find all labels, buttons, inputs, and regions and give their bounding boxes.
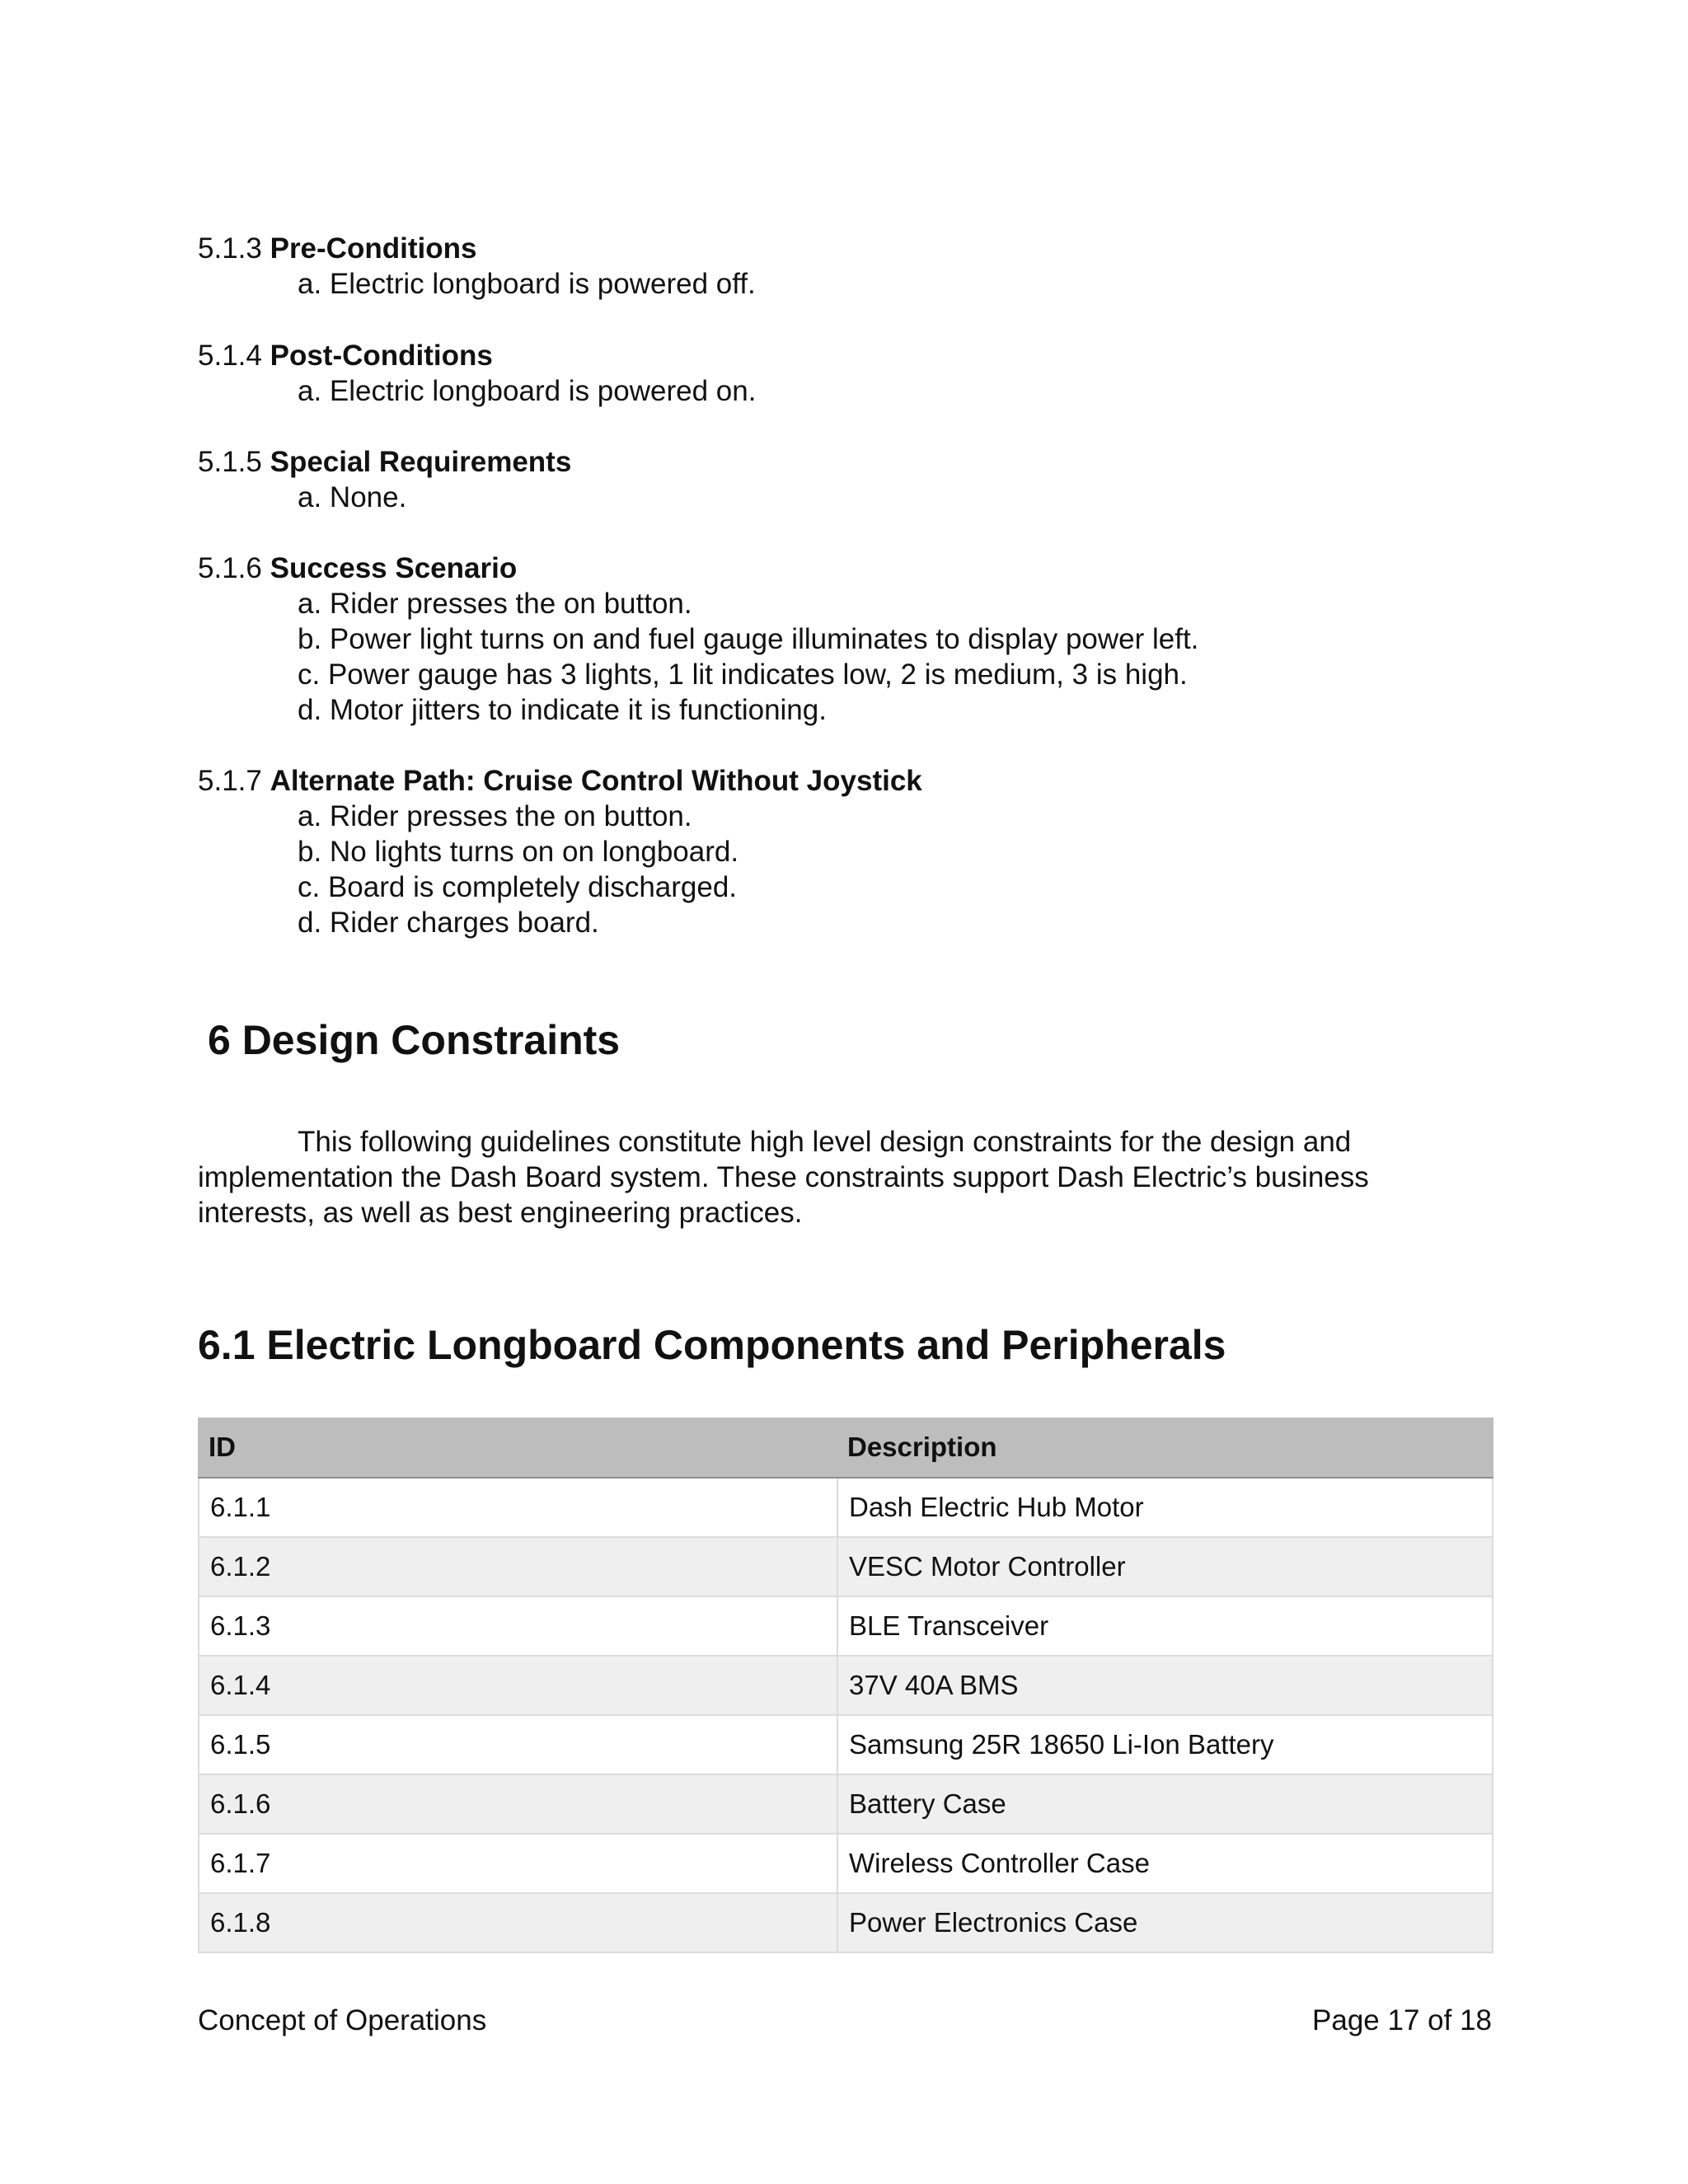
section-title: Success Scenario [270, 552, 518, 584]
design-constraints-paragraph [198, 1124, 1492, 1230]
table-row [198, 1835, 1493, 1894]
cell-description: Wireless Controller Case [837, 1835, 1493, 1892]
cell-description: Battery Case [837, 1775, 1493, 1833]
cell-description: 37V 40A BMS [837, 1657, 1493, 1714]
section-heading [198, 551, 1492, 586]
cell-id: 6.1.3 [198, 1597, 837, 1655]
table-row [198, 1538, 1493, 1597]
list-item: a. Rider presses the on button. [298, 800, 692, 832]
section-title: Pre-Conditions [270, 232, 477, 265]
list-item: b. No lights turns on on longboard. [298, 836, 739, 868]
cell-description: Power Electronics Case [837, 1894, 1493, 1952]
design-constraints-heading: 6 Design Constraints [208, 1017, 621, 1063]
cell-id: 6.1.4 [198, 1657, 837, 1714]
section-heading [198, 231, 1492, 266]
section-heading [198, 763, 1492, 799]
cell-id: 6.1.1 [198, 1479, 837, 1536]
column-header-id: ID [209, 1432, 236, 1462]
list-item: a. Electric longboard is powered on. [298, 375, 757, 407]
cell-description: VESC Motor Controller [837, 1538, 1493, 1596]
footer-page-number: Page 17 of 18 [1312, 2004, 1492, 2036]
section-heading [198, 444, 1492, 480]
section-number: 5.1.7 [198, 765, 262, 797]
cell-id: 6.1.2 [198, 1538, 837, 1596]
section-number: 5.1.3 [198, 232, 262, 265]
table-row [198, 1657, 1493, 1716]
section-heading [198, 338, 1492, 373]
table-row [198, 1775, 1493, 1835]
paragraph-line: This following guidelines constitute high level design constraints for the design and [298, 1126, 1352, 1158]
table-row [198, 1479, 1493, 1538]
cell-id: 6.1.6 [198, 1775, 837, 1833]
footer-document-title: Concept of Operations [198, 2004, 487, 2036]
section-number: 5.1.4 [198, 340, 262, 372]
list-item: d. Motor jitters to indicate it is functioning. [298, 694, 827, 726]
list-item: a. None. [298, 481, 407, 513]
list-item: a. Electric longboard is powered off. [298, 268, 756, 300]
list-item: c. Power gauge has 3 lights, 1 lit indicates low, 2 is medium, 3 is high. [298, 658, 1188, 691]
list-item: b. Power light turns on and fuel gauge illuminates to display power left. [298, 623, 1199, 655]
table-row [198, 1716, 1493, 1775]
cell-description: Samsung 25R 18650 Li-Ion Battery [837, 1716, 1493, 1774]
section-5-1-5 [198, 444, 1492, 515]
section-5-1-7 [198, 763, 1492, 940]
cell-description: BLE Transceiver [837, 1597, 1493, 1655]
section-title: Post-Conditions [270, 340, 493, 372]
column-header-description: Description [847, 1432, 997, 1462]
paragraph-line: implementation the Dash Board system. These constraints support Dash Electric’s business [198, 1161, 1369, 1193]
list-item: c. Board is completely discharged. [298, 871, 738, 903]
cell-id: 6.1.7 [198, 1835, 837, 1892]
components-table [198, 1418, 1493, 1953]
cell-id: 6.1.5 [198, 1716, 837, 1774]
paragraph-line: interests, as well as best engineering practices. [198, 1197, 803, 1229]
table-row [198, 1894, 1493, 1953]
table-row [198, 1597, 1493, 1657]
cell-id: 6.1.8 [198, 1894, 837, 1952]
section-number: 5.1.6 [198, 552, 262, 584]
table-header-row [198, 1418, 1493, 1479]
list-item: a. Rider presses the on button. [298, 588, 692, 620]
section-5-1-6 [198, 551, 1492, 728]
components-heading: 6.1 Electric Longboard Components and Peripherals [198, 1322, 1226, 1368]
section-5-1-3 [198, 231, 1492, 302]
cell-description: Dash Electric Hub Motor [837, 1479, 1493, 1536]
section-number: 5.1.5 [198, 446, 262, 478]
section-5-1-4 [198, 338, 1492, 409]
section-title: Alternate Path: Cruise Control Without Joystick [270, 765, 922, 797]
section-title: Special Requirements [270, 446, 572, 478]
list-item: d. Rider charges board. [298, 907, 599, 939]
